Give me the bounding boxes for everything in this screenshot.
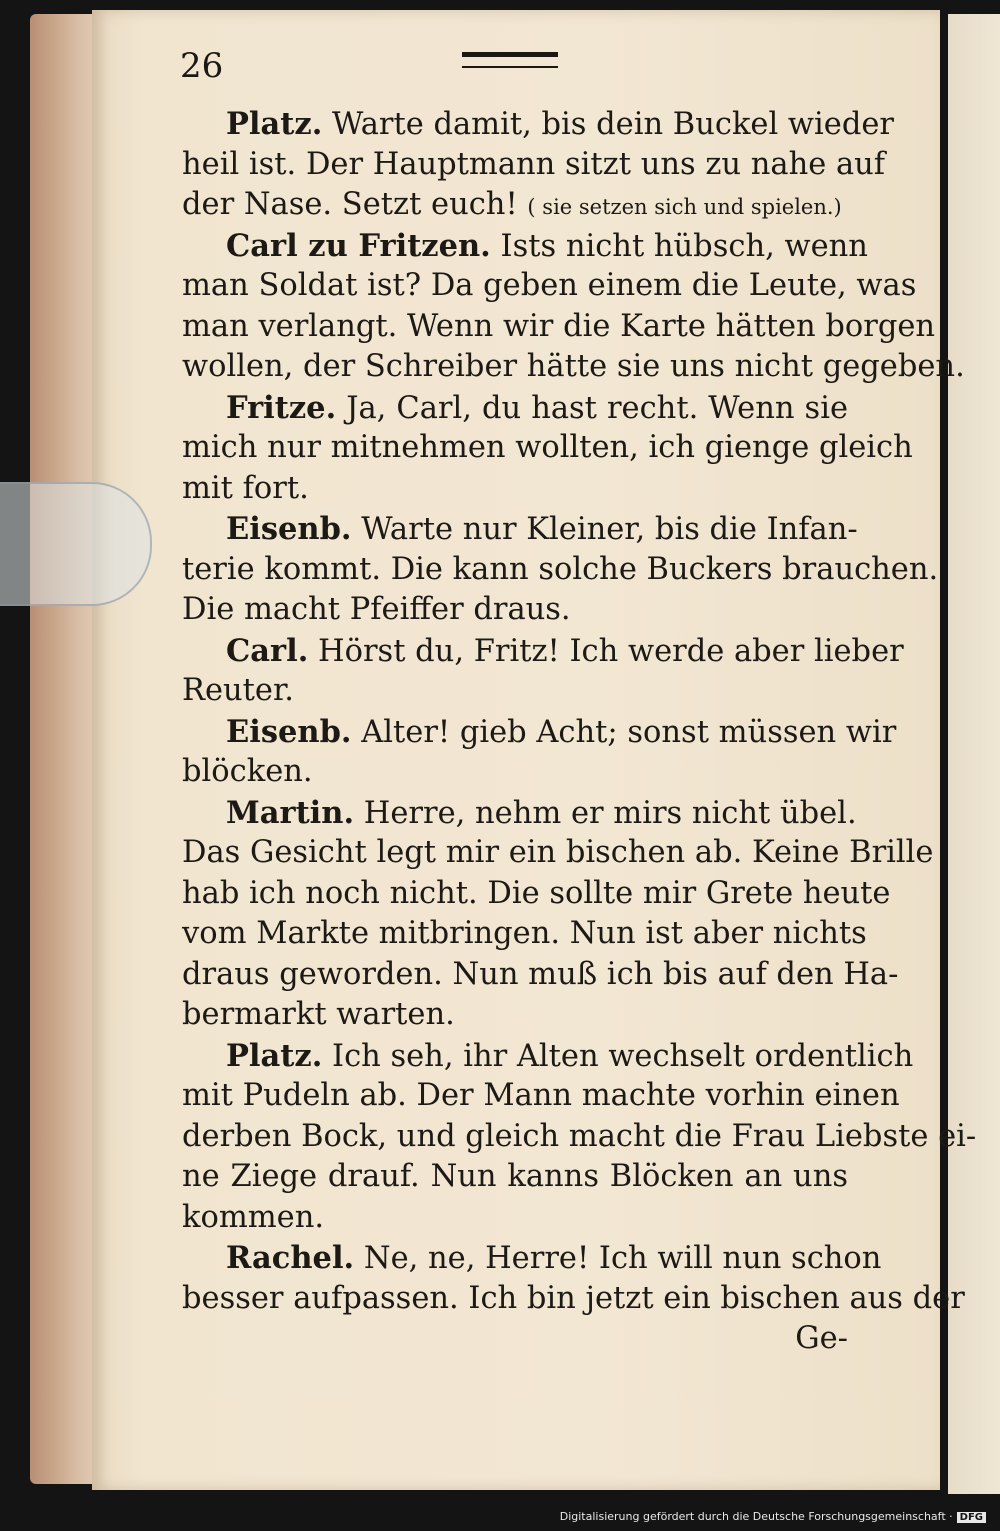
speaker-name: Martin.: [226, 794, 355, 831]
speaker-name: Platz.: [226, 1037, 323, 1074]
facing-page-edge: [948, 14, 1000, 1494]
line-text: wollen, der Schreiber hätte sie uns nicht gegeben.: [182, 349, 965, 384]
speaker-name: Eisenb.: [226, 713, 352, 750]
text-line: [182, 1157, 848, 1198]
text-line: [182, 752, 848, 793]
line-text: terie kommt. Die kann solche Buckers brauchen.: [182, 551, 939, 587]
line-text: man verlangt. Wenn wir die Karte hätten borgen: [182, 308, 936, 344]
text-line: [182, 1076, 900, 1117]
text-line: [182, 104, 894, 145]
line-text: Hörst du, Fritz! Ich werde aber lieber: [318, 633, 904, 669]
page-number: 26: [180, 46, 224, 86]
line-text: Die macht Pfeiffer draus.: [182, 592, 571, 627]
line-text: Alter! gieb Acht; sonst müssen wir: [361, 714, 897, 750]
text-line: [182, 509, 858, 550]
text-line: [182, 712, 897, 753]
header-rule: [462, 52, 558, 68]
catchword: Ge-: [795, 1321, 848, 1356]
text-line: [182, 185, 848, 226]
text-line: [182, 266, 917, 307]
text-line: [182, 590, 848, 631]
text-line: [182, 307, 936, 348]
line-text: kommen.: [182, 1199, 325, 1235]
speaker-name: Platz.: [226, 106, 323, 142]
line-text: heil ist. Der Hauptmann sitzt uns zu nahe auf: [182, 146, 886, 182]
text-line: [182, 671, 848, 712]
text-line: [182, 1279, 965, 1320]
line-text: mit Pudeln ab. Der Mann machte vorhin einen: [182, 1078, 900, 1113]
text-line: [182, 914, 867, 955]
text-line: [182, 874, 891, 915]
text-line: [182, 428, 913, 469]
line-text: derben Bock, und gleich macht die Frau Liebste ei-: [182, 1118, 977, 1154]
footer-credit: [560, 1510, 986, 1523]
page-text: [182, 104, 977, 1360]
speaker-name: Eisenb.: [226, 511, 352, 547]
line-text: besser aufpassen. Ich bin jetzt ein bischen aus der: [182, 1280, 965, 1316]
line-text: Warte nur Kleiner, bis die Infan-: [361, 512, 858, 547]
speaker-name: Carl zu Fritzen.: [226, 227, 491, 264]
text-line: [182, 793, 857, 834]
text-line: [182, 1198, 848, 1239]
text-line: [182, 388, 848, 429]
line-text: vom Markte mitbringen. Nun ist aber nichts: [182, 916, 867, 951]
line-text: bermarkt warten.: [182, 997, 455, 1032]
line-text: Reuter.: [182, 673, 294, 708]
line-text: ne Ziege drauf. Nun kanns Blöcken an uns: [182, 1159, 848, 1194]
line-text: Ich seh, ihr Alten wechselt ordentlich: [332, 1038, 914, 1074]
text-line: [182, 955, 899, 996]
line-text: Ne, ne, Herre! Ich will nun schon: [363, 1241, 882, 1276]
dfg-logo-icon: DFG: [957, 1512, 986, 1523]
text-line: [182, 226, 868, 267]
line-text: blöcken.: [182, 754, 313, 789]
speaker-name: Fritze.: [226, 389, 337, 426]
line-text: Ists nicht hübsch, wenn: [500, 228, 868, 264]
stage-direction: ( sie setzen sich und spielen.): [527, 195, 842, 219]
line-text: Das Gesicht legt mir ein bischen ab. Keine Brille: [182, 835, 934, 870]
line-text: Herre, nehm er mirs nicht übel.: [363, 795, 857, 831]
text-line: [182, 995, 848, 1036]
text-line: [182, 347, 965, 388]
line-text: Ja, Carl, du hast recht. Wenn sie: [346, 390, 848, 426]
text-line: [182, 1036, 914, 1077]
line-text: draus geworden. Nun muß ich bis auf den Ha-: [182, 956, 899, 992]
line-text: der Nase. Setzt euch!: [182, 187, 518, 222]
speaker-name: Carl.: [226, 632, 309, 669]
speaker-name: Rachel.: [226, 1240, 355, 1276]
line-text: mit fort.: [182, 470, 309, 506]
page-clip: [0, 482, 152, 606]
line-text: mich nur mitnehmen wollten, ich gienge gleich: [182, 430, 913, 465]
line-text: Warte damit, bis dein Buckel wieder: [332, 107, 894, 142]
text-line: [182, 550, 939, 591]
line-text: man Soldat ist? Da geben einem die Leute, was: [182, 268, 917, 303]
text-line: [182, 631, 904, 672]
text-line: [182, 469, 848, 510]
text-line: [182, 833, 934, 874]
text-line: [182, 1117, 977, 1158]
footer-credit-text: Digitalisierung gefördert durch die Deutsche Forschungsgemeinschaft ·: [559, 1510, 953, 1523]
line-text: hab ich noch nicht. Die sollte mir Grete heute: [182, 875, 891, 911]
text-line: [182, 145, 886, 186]
text-line: [182, 1238, 882, 1279]
book-edge: [30, 14, 100, 1484]
